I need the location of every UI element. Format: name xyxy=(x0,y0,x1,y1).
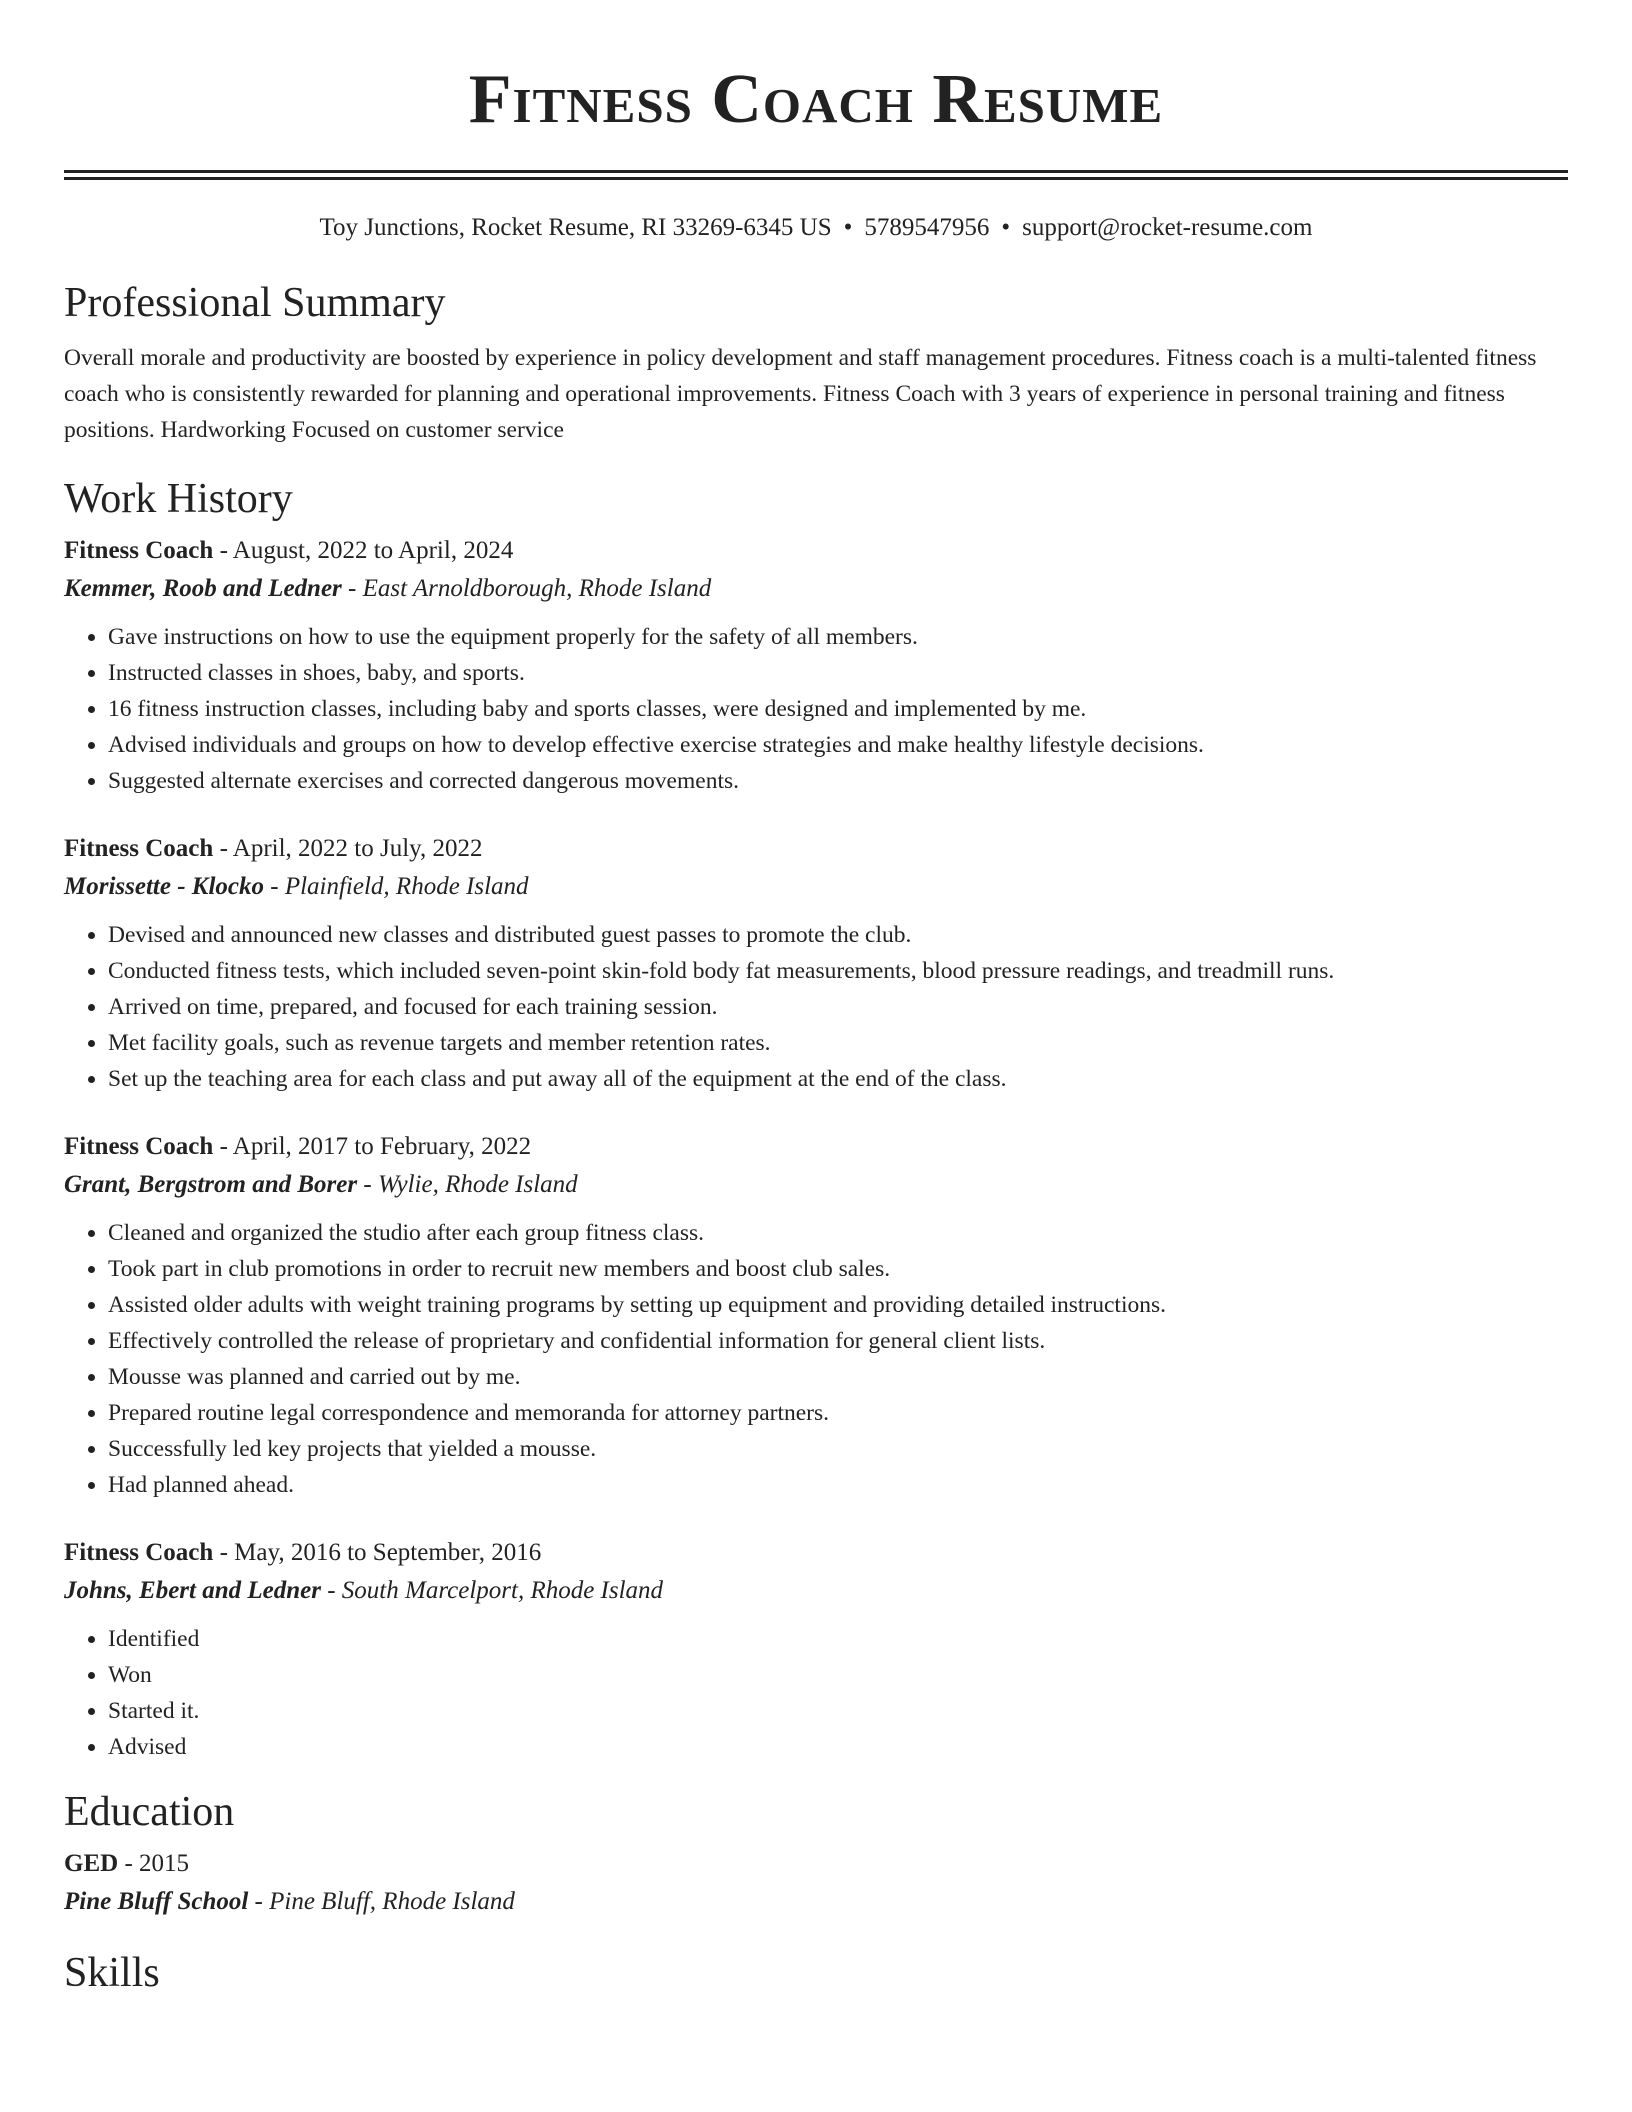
job-location: - Plainfield, Rhode Island xyxy=(264,873,529,900)
duty-item: • Mousse was planned and carried out by me. xyxy=(108,1359,1568,1395)
contact-line xyxy=(64,212,1568,244)
education-entry xyxy=(64,1846,1568,1922)
skills-heading: Skills xyxy=(64,1950,160,1996)
contact-phone: 5789547956 xyxy=(864,214,990,241)
resume-title: Fitness Coach Resume xyxy=(468,61,1164,138)
summary-text: Overall morale and productivity are boosted by experience in policy development and staff management procedures. Fitness coach is a multi-talented fitness coach who is consistently rewarded for planning and operational improvements. Fitness Coach with 3 years of experience in personal training and fitness positions. Hardworking Focused on customer service xyxy=(64,345,1537,443)
job-dates: - April, 2022 to July, 2022 xyxy=(213,835,483,862)
job-title-line xyxy=(64,1535,1568,1571)
duty-item: • Took part in club promotions in order to recruit new members and boost club sales. xyxy=(108,1251,1568,1287)
duty-item: • Won xyxy=(108,1657,1568,1693)
education-degree: GED xyxy=(64,1850,119,1877)
job-company: Morissette - Klocko xyxy=(64,873,264,900)
contact-email: support@rocket-resume.com xyxy=(1022,214,1313,241)
education-year: - 2015 xyxy=(118,1850,190,1877)
duty-item: • Effectively controlled the release of proprietary and confidential information for general client lists. xyxy=(108,1323,1568,1359)
job-role: Fitness Coach xyxy=(64,835,214,862)
job-duties-list xyxy=(64,1621,1568,1765)
job-location: - Wylie, Rhode Island xyxy=(357,1171,578,1198)
job-role: Fitness Coach xyxy=(64,1133,214,1160)
duty-item: • Arrived on time, prepared, and focused for each training session. xyxy=(108,989,1568,1025)
education-school: Pine Bluff School xyxy=(64,1888,249,1915)
duty-item: • Prepared routine legal correspondence and memoranda for attorney partners. xyxy=(108,1395,1568,1431)
job-company: Kemmer, Roob and Ledner xyxy=(64,575,342,602)
duty-item: • Successfully led key projects that yielded a mousse. xyxy=(108,1431,1568,1467)
job-title-line xyxy=(64,1129,1568,1165)
job-company-line xyxy=(64,1571,1568,1611)
duty-item: • Identified xyxy=(108,1621,1568,1657)
job-location: - South Marcelport, Rhode Island xyxy=(320,1577,664,1604)
job-role: Fitness Coach xyxy=(64,537,214,564)
job-company-line xyxy=(64,867,1568,907)
duty-item: • Advised individuals and groups on how to develop effective exercise strategies and make healthy lifestyle decisions. xyxy=(108,727,1568,763)
job-company-line xyxy=(64,1165,1568,1205)
job-company: Johns, Ebert and Ledner xyxy=(64,1577,321,1604)
job-entry xyxy=(64,831,1568,1097)
contact-separator: • xyxy=(1001,214,1011,241)
job-role: Fitness Coach xyxy=(64,1539,214,1566)
duty-item: • Met facility goals, such as revenue targets and member retention rates. xyxy=(108,1025,1568,1061)
job-entry xyxy=(64,533,1568,799)
duty-item: • Gave instructions on how to use the equipment properly for the safety of all members. xyxy=(108,619,1568,655)
duty-item: • Had planned ahead. xyxy=(108,1467,1568,1503)
job-dates: - April, 2017 to February, 2022 xyxy=(213,1133,532,1160)
job-company-line xyxy=(64,569,1568,609)
job-location: - East Arnoldborough, Rhode Island xyxy=(341,575,712,602)
job-entry xyxy=(64,1129,1568,1503)
duty-item: • Suggested alternate exercises and corrected dangerous movements. xyxy=(108,763,1568,799)
duty-item: • 16 fitness instruction classes, including baby and sports classes, were designed and implemented by me. xyxy=(108,691,1568,727)
duty-item: • Assisted older adults with weight training programs by setting up equipment and providing detailed instructions. xyxy=(108,1287,1568,1323)
contact-separator: • xyxy=(843,214,853,241)
title-double-rule xyxy=(64,170,1568,180)
summary-heading: Professional Summary xyxy=(64,280,446,326)
contact-address: Toy Junctions, Rocket Resume, RI 33269-6345 US xyxy=(319,214,832,241)
duty-item: • Cleaned and organized the studio after each group fitness class. xyxy=(108,1215,1568,1251)
duty-item: • Started it. xyxy=(108,1693,1568,1729)
education-heading: Education xyxy=(64,1789,235,1835)
job-dates: - August, 2022 to April, 2024 xyxy=(213,537,514,564)
job-title-line xyxy=(64,533,1568,569)
work-history-heading: Work History xyxy=(64,476,293,522)
job-title-line xyxy=(64,831,1568,867)
job-entry xyxy=(64,1535,1568,1765)
education-degree-line xyxy=(64,1846,1568,1882)
job-duties-list xyxy=(64,1215,1568,1503)
job-company: Grant, Bergstrom and Borer xyxy=(64,1171,358,1198)
job-dates: - May, 2016 to September, 2016 xyxy=(213,1539,542,1566)
duty-item: • Devised and announced new classes and distributed guest passes to promote the club. xyxy=(108,917,1568,953)
duty-item: • Conducted fitness tests, which included seven-point skin-fold body fat measurements, blood pressure readings, and treadmill runs. xyxy=(108,953,1568,989)
duty-item: • Advised xyxy=(108,1729,1568,1765)
job-duties-list xyxy=(64,917,1568,1097)
duty-item: • Set up the teaching area for each class and put away all of the equipment at the end of the class. xyxy=(108,1061,1568,1097)
job-duties-list xyxy=(64,619,1568,799)
education-location: - Pine Bluff, Rhode Island xyxy=(248,1888,515,1915)
education-school-line xyxy=(64,1882,1568,1922)
duty-item: • Instructed classes in shoes, baby, and sports. xyxy=(108,655,1568,691)
